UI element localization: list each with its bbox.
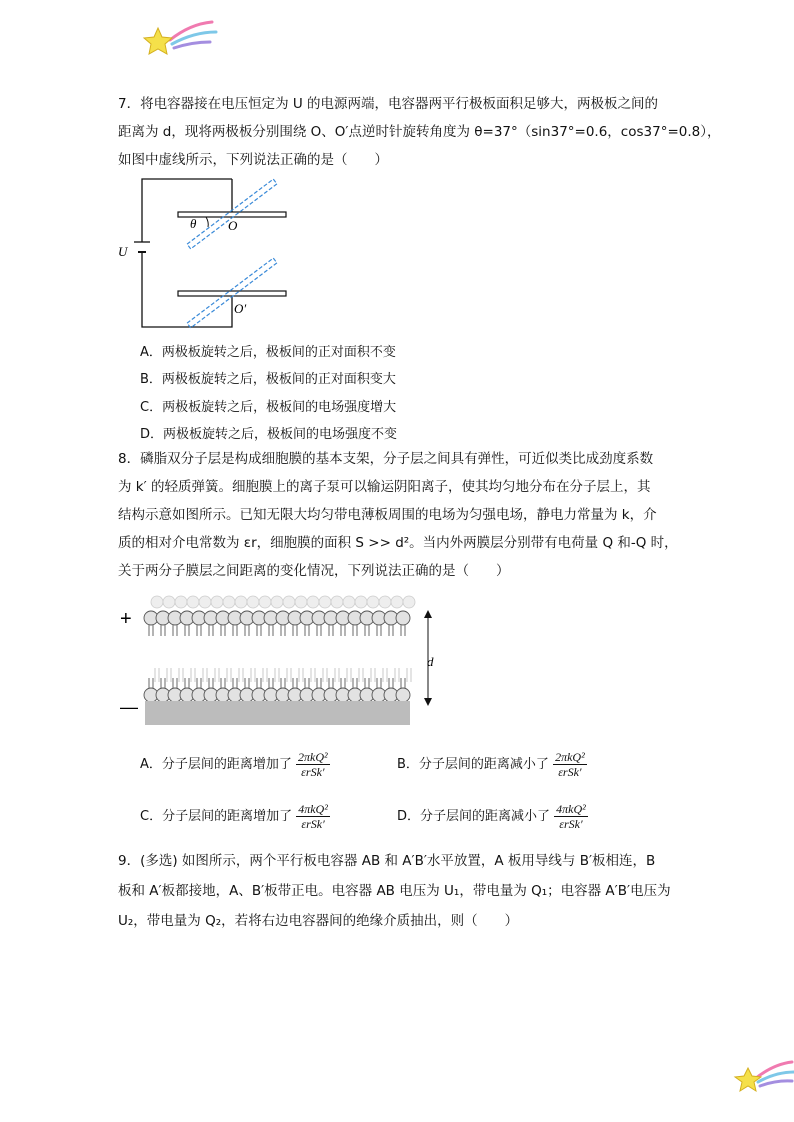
q7-line-1: 7．将电容器接在电压恒定为 U 的电源两端，电容器两平行极板面积足够大，两极板之间的 [118,96,659,112]
numerator: 2πkQ² [298,750,328,764]
q9-line-1: 9．(多选) 如图所示，两个平行板电容器 AB 和 A′B′水平放置，A 板用导线与 B′板相连，B [118,853,656,869]
plus-sign: + [120,608,132,630]
lipid-head-faded [283,596,295,608]
lipid-head-faded [379,596,391,608]
denominator: εrSk′ [301,817,325,831]
lipid-head-faded [259,596,271,608]
q7-option-c: C．两极板旋转之后，极板间的电场强度增大 [140,400,397,415]
o-prime-label: O′ [234,301,247,316]
q8-option-b [397,750,587,779]
q8-option-d-fraction [554,802,588,831]
q7-option-a: A．两极板旋转之后，极板间的正对面积不变 [140,345,396,360]
q8-option-a [140,750,330,779]
q9-line-3: U₂，带电量为 Q₂，若将右边电容器间的绝缘介质抽出，则（ ） [118,913,519,929]
lipid-head-faded [355,596,367,608]
q8-line-3: 结构示意如图所示。已知无限大均匀带电薄板周围的电场为匀强电场，静电力常量为 k，介 [118,507,657,523]
lipid-head-faded [307,596,319,608]
numerator: 2πkQ² [555,750,585,764]
lipid-head-faded [199,596,211,608]
q8-line-1: 8．磷脂双分子层是构成细胞膜的基本支架，分子层之间具有弹性，可近似类比成劲度系数 [118,451,654,467]
bottom-lipid-layer [144,668,411,702]
question-8 [118,445,698,585]
denominator: εrSk′ [558,765,582,779]
d-label: d [427,654,434,669]
q8-line-4: 质的相对介电常数为 εr，细胞膜的面积 S >> d²。当内外两膜层分别带有电荷量 Q 和-Q 时， [118,535,678,551]
q7-option-d: D．两极板旋转之后，极板间的电场强度不变 [140,427,398,442]
q8-option-c [140,802,330,831]
question-9 [118,846,698,936]
lipid-head-faded [271,596,283,608]
lipid-head-faded [247,596,259,608]
minus-sign: — [120,697,138,717]
lipid-head-faded [343,596,355,608]
q8-membrane-diagram [115,588,445,738]
theta-label: θ [190,216,197,231]
q8-option-b-label: B．分子层间的距离减小了 [397,757,549,772]
denominator: εrSk′ [301,765,325,779]
lipid-head-faded [175,596,187,608]
lipid-head-faded [319,596,331,608]
q8-option-d-label: D．分子层间的距离减小了 [397,809,551,824]
denominator: εrSk′ [559,817,583,831]
lipid-head-faded [295,596,307,608]
shooting-star-decoration-top [140,18,220,62]
shooting-star-decoration-bottom [732,1056,794,1098]
o-label: O [228,218,238,233]
lipid-head [396,688,410,702]
lipid-head-faded [187,596,199,608]
u-label: U [118,244,128,259]
q8-option-c-fraction [296,802,330,831]
q8-option-c-label: C．分子层间的距离增加了 [140,809,293,824]
q9-line-2: 板和 A′板都接地，A、B′板带正电。电容器 AB 电压为 U₁，带电量为 Q₁；电容器 A′B′电压为 [118,883,671,899]
q7-capacitor-diagram [110,172,300,334]
lipid-head-faded [235,596,247,608]
q7-line-3: 如图中虚线所示，下列说法正确的是（ ） [118,152,388,168]
lipid-head [396,611,410,625]
lipid-head-faded [223,596,235,608]
q8-option-a-label: A．分子层间的距离增加了 [140,757,292,772]
q7-option-b: B．两极板旋转之后，极板间的正对面积变大 [140,372,396,387]
question-7 [118,90,721,174]
lipid-head-faded [163,596,175,608]
lipid-head-faded [211,596,223,608]
lipid-head-faded [331,596,343,608]
q8-line-5: 关于两分子膜层之间距离的变化情况，下列说法正确的是（ ） [118,563,510,579]
lipid-head-faded [151,596,163,608]
numerator: 4πkQ² [298,802,328,816]
substrate [145,701,410,725]
lipid-head-faded [391,596,403,608]
q8-option-b-fraction [553,750,587,779]
numerator: 4πkQ² [556,802,586,816]
q7-line-2: 距离为 d，现将两极板分别围绕 O、O′点逆时针旋转角度为 θ=37°（sin37°=0.6，cos37°=0.8）， [118,124,721,140]
lipid-head-faded [367,596,379,608]
lipid-head-faded [403,596,415,608]
q8-option-a-fraction [296,750,330,779]
q8-option-d [397,802,588,831]
top-lipid-layer [144,596,415,636]
q8-line-2: 为 k′ 的轻质弹簧。细胞膜上的离子泵可以输运阴阳离子，使其均匀地分布在分子层上，其 [118,479,651,495]
lower-plate [178,291,286,296]
